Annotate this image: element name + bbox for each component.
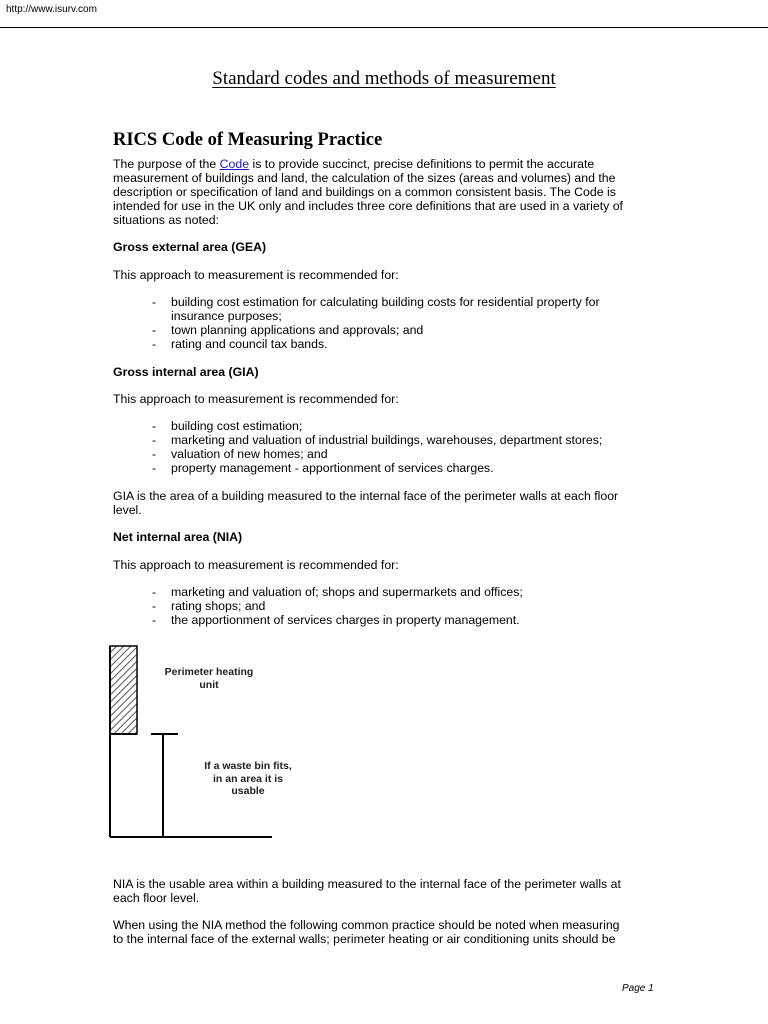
code-link[interactable]: Code [219,157,250,171]
list-item: - town planning applications and approvals; and [152,323,424,337]
list-item: - valuation of new homes; and [152,447,328,461]
intro-line: intended for use in the UK only and includes three core definitions that are used in a variety of [113,199,623,213]
nia-practice-note: When using the NIA method the following common practice should be noted when measuring to the internal face of the external walls; perimeter heating or air conditioning units should be [113,918,620,946]
gia-heading: Gross internal area (GIA) [113,365,259,379]
list-item: - marketing and valuation of industrial buildings, warehouses, department stores; [152,433,603,447]
nia-heading: Net internal area (NIA) [113,530,243,544]
heating-unit-label: Perimeter heating unit [164,666,254,691]
list-item: insurance purposes; [171,309,282,323]
intro-line: description or specification of land and buildings on a common consistent basis. The Code is [113,185,616,199]
intro-paragraph [113,157,653,227]
gia-lead: This approach to measurement is recommended for: [113,392,399,406]
nia-definition: NIA is the usable area within a building measured to the internal face of the perimeter walls at each floor level. [113,877,621,905]
gea-list [152,295,652,351]
list-item: - property management - apportionment of services charges. [152,461,494,475]
list-item: - rating and council tax bands. [152,337,328,351]
list-item: - building cost estimation; [152,419,303,433]
list-item: - marketing and valuation of; shops and supermarkets and offices; [152,585,523,599]
gea-heading: Gross external area (GEA) [113,240,267,254]
list-item: - rating shops; and [152,599,266,613]
list-item: - the apportionment of services charges in property management. [152,613,520,627]
gea-lead: This approach to measurement is recommended for: [113,268,399,282]
nia-lead: This approach to measurement is recommended for: [113,558,399,572]
gia-list [152,419,652,475]
nia-list [152,585,652,627]
waste-bin-label: If a waste bin fits, in an area it is usable [204,760,292,797]
intro-line: measurement of buildings and land, the calculation of the sizes (areas and volumes) and the [113,171,616,185]
page-number: Page 1 [622,983,654,994]
nia-diagram [106,642,306,842]
intro-line: The purpose of the Code is to provide succinct, precise definitions to permit the accurate [113,157,595,171]
source-url[interactable]: http://www.isurv.com [6,4,97,15]
header-divider [0,27,768,28]
gia-definition: GIA is the area of a building measured to the internal face of the perimeter walls at each floor level. [113,489,619,517]
document-title: Standard codes and methods of measurement [212,68,556,89]
section-heading: RICS Code of Measuring Practice [113,130,383,150]
intro-line: situations as noted: [113,213,219,227]
list-item: - building cost estimation for calculating building costs for residential property for [152,295,600,309]
heating-unit-block [110,646,137,734]
